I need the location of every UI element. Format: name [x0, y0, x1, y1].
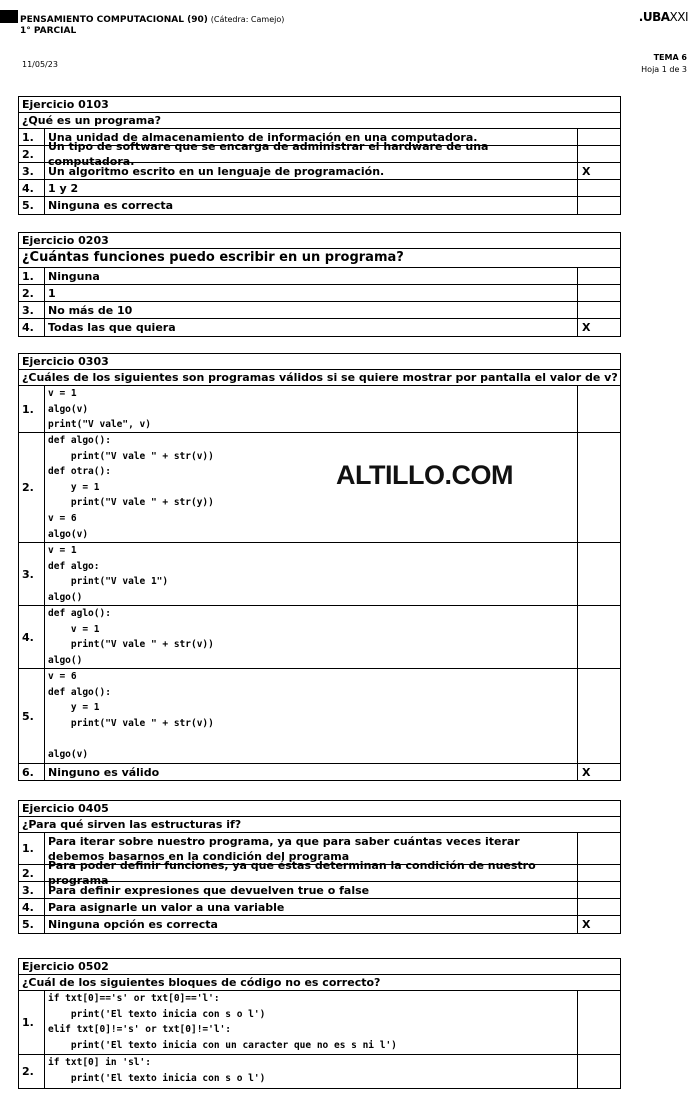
- option-row: [19, 140, 620, 168]
- exercise-title: Ejercicio 0103: [19, 97, 620, 113]
- answer-mark: [578, 433, 620, 542]
- course-header: [20, 14, 284, 37]
- answer-mark: X: [582, 164, 591, 178]
- option-number: 4.: [19, 899, 45, 915]
- exercise-question: ¿Cuántas funciones puedo escribir en un programa?: [19, 249, 620, 268]
- option-row: [19, 302, 620, 319]
- option-row: [19, 764, 620, 780]
- answer-mark: [578, 991, 620, 1054]
- option-text: 1: [45, 285, 578, 301]
- option-row: [19, 433, 620, 543]
- answer-mark: [578, 543, 620, 605]
- option-code-cell: [45, 1055, 578, 1088]
- option-row: [19, 180, 620, 197]
- exercise-title: Ejercicio 0502: [19, 959, 620, 975]
- exam-name: 1° PARCIAL: [20, 26, 77, 36]
- exercise-0103: [18, 96, 621, 215]
- course-title: PENSAMIENTO COMPUTACIONAL (90): [20, 15, 208, 25]
- option-code-cell: [45, 606, 578, 668]
- answer-mark: [578, 669, 620, 763]
- option-code-cell: [45, 991, 578, 1054]
- answer-mark: X: [582, 321, 591, 334]
- option-number: 4.: [19, 180, 45, 196]
- code-block: def algo(): print("V vale " + str(v)) def otra(): y = 1 print("V vale " + str(y)) v = 6 algo(v): [48, 435, 214, 540]
- option-row: [19, 543, 620, 606]
- exercise-0405: [18, 800, 621, 934]
- option-number: 4.: [19, 606, 45, 668]
- option-text: Para poder definir funciones, ya que éstas determinan la condición de nuestro programa: [45, 865, 578, 881]
- exercise-question: ¿Cuáles de los siguientes son programas válidos si se quiere mostrar por pantalla el valor de v?: [19, 370, 620, 386]
- option-text: Para asignarle un valor a una variable: [45, 899, 578, 915]
- exam-date: 11/05/23: [22, 60, 58, 69]
- option-row: [19, 991, 620, 1055]
- option-code-cell: [45, 386, 578, 432]
- option-number: 1.: [19, 991, 45, 1054]
- answer-mark: [578, 865, 620, 881]
- option-row: [19, 268, 620, 285]
- option-row: [19, 899, 620, 916]
- uba-logo: [639, 10, 688, 24]
- catedra: (Cátedra: Camejo): [210, 15, 285, 24]
- option-row: [19, 319, 620, 336]
- option-code-cell: [45, 543, 578, 605]
- answer-mark: X: [582, 918, 591, 931]
- option-code-cell: [45, 669, 578, 763]
- option-row: [19, 916, 620, 933]
- option-number: 2.: [19, 146, 45, 162]
- exercise-0502: [18, 958, 621, 1089]
- option-row: [19, 197, 620, 214]
- option-number: 2.: [19, 433, 45, 542]
- tema-label: TEMA 6: [653, 53, 687, 62]
- option-text: Un algoritmo escrito en un lenguaje de programación.: [45, 163, 578, 179]
- code-block: if txt[0] in 'sl': print('El texto inicia con s o l'): [48, 1057, 266, 1084]
- exercise-0203: [18, 232, 621, 337]
- exercise-title: Ejercicio 0405: [19, 801, 620, 817]
- option-number: 1.: [19, 268, 45, 284]
- option-number: 5.: [19, 916, 45, 933]
- option-number: 3.: [19, 302, 45, 318]
- answer-mark: [578, 180, 620, 196]
- option-number: 6.: [19, 764, 45, 780]
- answer-mark: X: [582, 765, 591, 779]
- option-text: No más de 10: [45, 302, 578, 318]
- option-text: Para iterar sobre nuestro programa, ya que para saber cuántas veces iterar debemos basarnos en la condición del programa: [45, 833, 578, 864]
- code-block: v = 6 def algo(): y = 1 print("V vale " + str(v)) algo(v): [48, 671, 214, 760]
- answer-mark: [578, 833, 620, 864]
- option-text: Un tipo de software que se encarga de administrar el hardware de una computadora.: [45, 146, 578, 162]
- answer-mark: [578, 606, 620, 668]
- answer-mark: [578, 146, 620, 162]
- page-indicator: Hoja 1 de 3: [641, 65, 687, 74]
- answer-mark: [578, 268, 620, 284]
- option-number: 2.: [19, 285, 45, 301]
- code-block: v = 1 def algo: print("V vale 1") algo(): [48, 545, 169, 603]
- option-text: Una unidad de almacenamiento de información en una computadora.: [45, 129, 578, 145]
- option-row: [19, 669, 620, 764]
- answer-mark: [578, 899, 620, 915]
- answer-mark: [578, 285, 620, 301]
- answer-mark: [578, 882, 620, 898]
- option-text: Ninguna: [45, 268, 578, 284]
- code-block: def aglo(): v = 1 print("V vale " + str(v)) algo(): [48, 608, 214, 666]
- option-text: Ninguno es válido: [45, 764, 578, 780]
- option-number: 3.: [19, 163, 45, 179]
- option-text: Ninguna opción es correcta: [45, 916, 578, 933]
- code-block: if txt[0]=='s' or txt[0]=='l': print('El texto inicia con s o l') elif txt[0]!='s' or txt[0]!='l': print('El texto inicia con un caracter que no es s ni l'): [48, 993, 397, 1051]
- answer-mark: [578, 302, 620, 318]
- option-number: 2.: [19, 865, 45, 881]
- option-number: 3.: [19, 882, 45, 898]
- option-number: 1.: [19, 833, 45, 864]
- option-number: 3.: [19, 543, 45, 605]
- option-row: [19, 285, 620, 302]
- option-row: [19, 1055, 620, 1088]
- exercise-question: ¿Para qué sirven las estructuras if?: [19, 817, 620, 833]
- answer-mark: [578, 386, 620, 432]
- option-text: Todas las que quiera: [45, 319, 578, 336]
- option-number: 5.: [19, 197, 45, 214]
- brand-suffix: XXI: [669, 10, 688, 24]
- exercise-title: Ejercicio 0203: [19, 233, 620, 249]
- option-number: 5.: [19, 669, 45, 763]
- option-text: Ninguna es correcta: [45, 197, 578, 214]
- watermark: ALTILLO.COM: [336, 460, 513, 490]
- brand-name: .UBA: [638, 10, 670, 24]
- answer-mark: [578, 1055, 620, 1088]
- option-text: Para definir expresiones que devuelven true o false: [45, 882, 578, 898]
- exercise-0303: [18, 353, 621, 781]
- answer-mark: [578, 129, 620, 145]
- header-corner-mark: [0, 10, 18, 23]
- option-number: 2.: [19, 1055, 45, 1088]
- option-row: [19, 606, 620, 669]
- exercise-title: Ejercicio 0303: [19, 354, 620, 370]
- option-number: 1.: [19, 129, 45, 145]
- exercise-question: ¿Qué es un programa?: [19, 113, 620, 129]
- option-text: 1 y 2: [45, 180, 578, 196]
- option-row: [19, 386, 620, 433]
- option-row: [19, 163, 620, 180]
- code-block: v = 1 algo(v) print("V vale", v): [48, 388, 151, 431]
- option-row: [19, 859, 620, 887]
- option-number: 1.: [19, 386, 45, 432]
- exercise-question: ¿Cuál de los siguientes bloques de código no es correcto?: [19, 975, 620, 991]
- option-row: [19, 882, 620, 899]
- answer-mark: [578, 197, 620, 214]
- option-number: 4.: [19, 319, 45, 336]
